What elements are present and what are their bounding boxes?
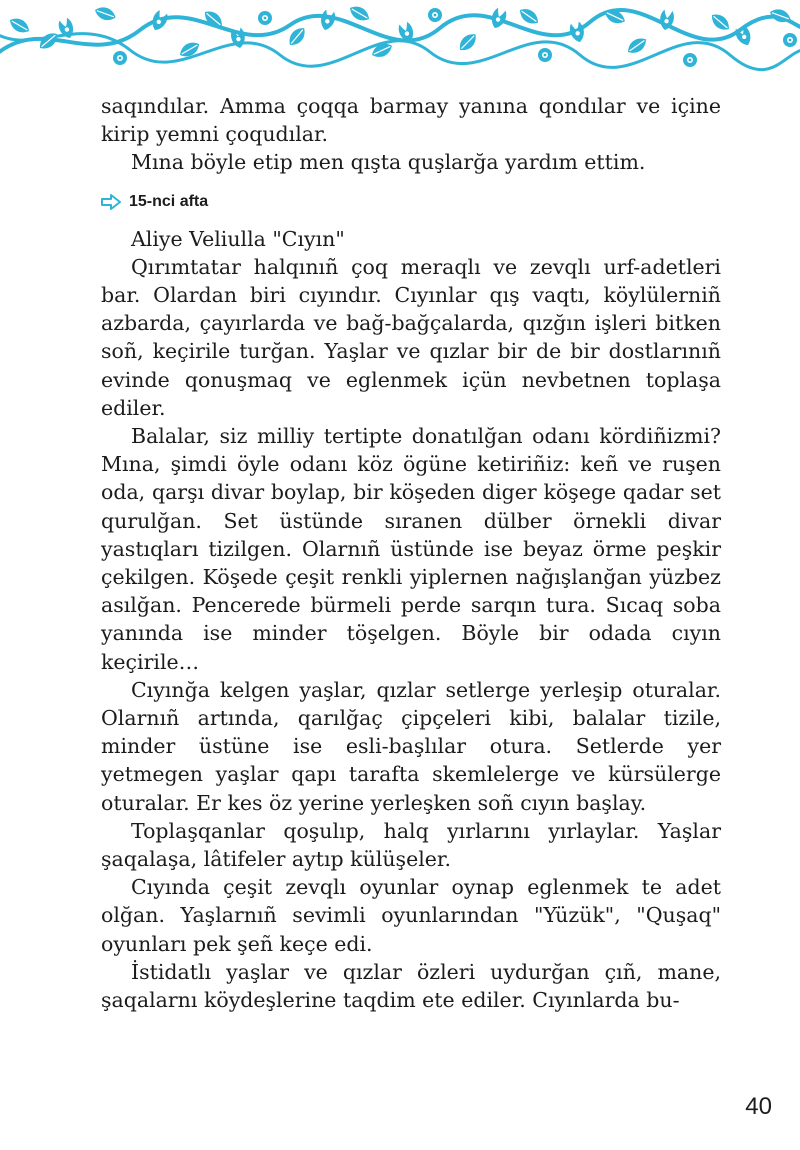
arrow-right-icon bbox=[101, 194, 121, 210]
body-paragraph: Cıyınğa kelgen yaşlar, qızlar setlerge yerleşip oturalar. Olarnıñ artında, qarılğaç çipçeleri kibi, balalar tizile, minder üstüne ise esli-başlılar otura. Setlerde yer yetmegen yaşlar qapı tarafta skemlelerge ve kürsülerge oturalar. Er kes öz yerine yerleşken soñ cıyın başlay. bbox=[101, 677, 721, 815]
body-paragraph: Toplaşqanlar qoşulıp, halq yırlarını yırlaylar. Yaşlar şaqalaşa, lâtifeler aytıp külüşeler. bbox=[101, 818, 721, 872]
body-paragraph: Qırımtatar halqınıñ çoq meraqlı ve zevqlı urf-adetleri bar. Olardan biri cıyındır. Cıyınlar qış vaqtı, köylülerniñ azbarda, çayırlarda ve bağ-bağçalarda, qızğın işleri bitken soñ, keçirile turğan. Yaşlar ve qızlar bir de bir dostlarınıñ evinde qonuşmaq ve eglenmek içün nevbetnen toplaşa ediler. bbox=[101, 254, 721, 420]
intro-paragraph: saqındılar. Amma çoqqa barmay yanına qondılar ve içine kirip yemni çoqudılar. bbox=[101, 94, 721, 147]
header-ornament bbox=[0, 0, 800, 74]
page-content bbox=[101, 92, 721, 1014]
week-marker bbox=[101, 189, 721, 215]
story-title: Aliye Veliulla "Cıyın" bbox=[131, 226, 345, 251]
body-paragraph: İstidatlı yaşlar ve qızlar özleri uydurğan çıñ, mane, şaqalarnı köydeşlerine taqdim ete ediler. Cıyınlarda bu- bbox=[101, 959, 721, 1013]
body-paragraph: Cıyında çeşit zevqlı oyunlar oynap eglenmek te adet olğan. Yaşlarnıñ sevimli oyunlarından "Yüzük", "Quşaq" oyunları pek şeñ keçe edi. bbox=[101, 875, 721, 956]
intro-paragraph: Mına böyle etip men qışta quşlarğa yardım ettim. bbox=[131, 150, 646, 175]
week-label: 15-nci afta bbox=[129, 192, 209, 210]
body-paragraph: Balalar, siz milliy tertipte donatılğan odanı kördiñizmi? Mına, şimdi öyle odanı köz ögüne ketiriñiz: keñ ve ruşen oda, qarşı divar boylap, bir köşeden diger köşege qadar set qurulğan. Set üstünde sıranen dülber örnekli divar yastıqları tizilgen. Olarnıñ üstünde ise beyaz örme peşkir çekilgen. Köşede çeşit renkli yiplernen nağışlanğan yüzbez asılğan. Pencerede bürmeli perde sarqın tura. Sıcaq soba yanında ise minder töşelgen. Böyle bir odada cıyın keçirile… bbox=[101, 424, 721, 674]
page-number: 40 bbox=[745, 1093, 772, 1120]
